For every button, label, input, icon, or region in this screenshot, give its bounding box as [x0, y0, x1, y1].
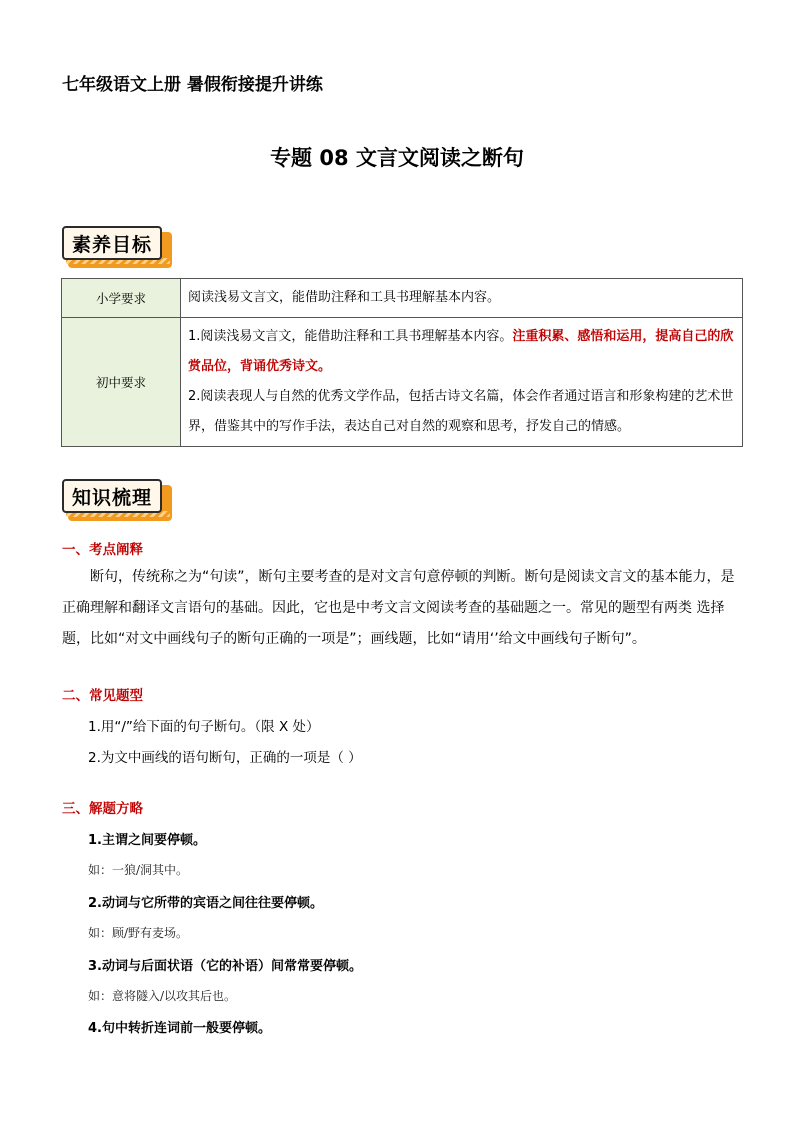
junior-item-1-plain: 1.阅读浅易文言文，能借助注释和工具书理解基本内容。	[188, 329, 513, 344]
junior-item-1-emphasis: 注重积累、感悟和运用，提高自己的欣赏品位，背诵优秀诗文。	[188, 329, 734, 374]
banner-label: 知识梳理	[62, 479, 162, 513]
junior-item-1	[188, 322, 735, 382]
section-heading-3: 三、解题方略	[62, 801, 143, 817]
rule-4: 4.句中转折连词前一般要停顿。	[88, 1021, 271, 1036]
section-heading-1: 一、考点阐释	[62, 542, 143, 558]
banner-label: 素养目标	[62, 226, 162, 260]
rule-3-example: 如：意将隧入/以攻其后也。	[88, 989, 237, 1003]
table-row	[62, 318, 743, 447]
rule-2-example: 如：顾/野有麦场。	[88, 926, 189, 940]
requirements-table	[61, 278, 743, 447]
series-title: 七年级语文上册 暑假衔接提升讲练	[62, 75, 323, 95]
junior-text	[181, 318, 743, 447]
section-heading-2: 二、常见题型	[62, 688, 143, 704]
table-row	[62, 279, 743, 318]
question-type-2: 2.为文中画线的语句断句，正确的一项是（ ）	[88, 750, 362, 766]
junior-label: 初中要求	[62, 318, 181, 447]
section-1-paragraph: 断句，传统称之为“句读”，断句主要考查的是对文言句意停顿的判断。断句是阅读文言文的基本能力，是正确理解和翻译文言语句的基础。因此，它也是中考文言文阅读考查的基础题之一。常见的题型有两类 选择题，比如“对文中画线句子的断句正确的一项是”；画线题，比如“请用‘’给文中画线句子断句”。	[62, 569, 735, 647]
rule-3: 3.动词与后面状语（它的补语）间常常要停顿。	[88, 959, 362, 974]
rule-1-example: 如：一狼/洞其中。	[88, 863, 189, 877]
junior-item-2: 2.阅读表现人与自然的优秀文学作品，包括古诗文名篇，体会作者通过语言和形象构建的艺术世界，借鉴其中的写作手法，表达自己对自然的观察和思考，抒发自己的情感。	[188, 389, 734, 434]
primary-label: 小学要求	[62, 279, 181, 318]
primary-text: 阅读浅易文言文，能借助注释和工具书理解基本内容。	[181, 279, 743, 318]
rule-1: 1.主谓之间要停顿。	[88, 833, 206, 848]
page-title: 专题 08 文言文阅读之断句	[270, 146, 524, 170]
question-type-1: 1.用“/”给下面的句子断句。（限 X 处）	[88, 719, 320, 735]
rule-2: 2.动词与它所带的宾语之间往往要停顿。	[88, 896, 323, 911]
banner-knowledge-review	[62, 479, 170, 517]
banner-literacy-goals	[62, 226, 170, 264]
